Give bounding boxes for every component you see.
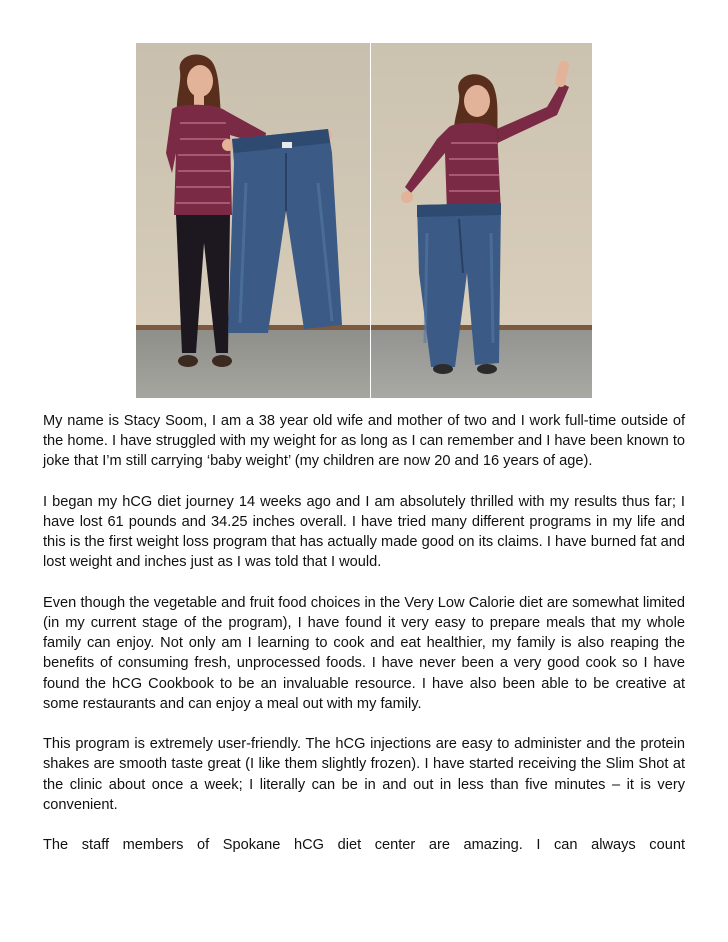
before-after-photos [136,43,592,398]
paragraph-staff: The staff members of Spokane hCG diet center are amazing. I can always count [43,837,685,854]
paragraph-meals: Even though the vegetable and fruit food choices in the Very Low Calorie diet are somewhat limited (in my current stage of the program), I have found it very easy to prepare meals that my whole family can enjoy. Not only am I learning to cook and eat healthier, my family is also reaping the benefits of consuming fresh, unprocessed foods. I have never been a very good cook so I have found the hCG Cookbook to be an invaluable resource. I have also been able to be creative at some restaurants and can enjoy a meal out with my family. [43,594,685,712]
photo-wearing-old-jeans [371,43,592,398]
woman-holding-jeans-image [136,43,370,398]
paragraph-journey: I began my hCG diet journey 14 weeks ago and I am absolutely thrilled with my results thus far; I have lost 61 pounds and 34.25 inches overall. I have tried many different programs in my life and this is the first weight loss program that has actually made good on its claims. I have burned fat and lost weight and inches just as I was told that I would. [43,493,685,571]
woman-wearing-jeans-image [371,43,592,398]
testimonial-text [43,411,685,855]
photo-holding-old-jeans [136,43,371,398]
paragraph-program: This program is extremely user-friendly. The hCG injections are easy to administer and the protein shakes are smooth taste great (I like them slightly frozen). I have started receiving the Slim Shot at the clinic about once a week; I literally can be in and out in less than five minutes – it is very convenient. [43,736,685,813]
paragraph-intro: My name is Stacy Soom, I am a 38 year old wife and mother of two and I work full-time outside of the home. I have struggled with my weight for as long as I can remember and I have been known to joke that I’m still carrying ‘baby weight’ (my children are now 20 and 16 years of age). [43,413,685,470]
